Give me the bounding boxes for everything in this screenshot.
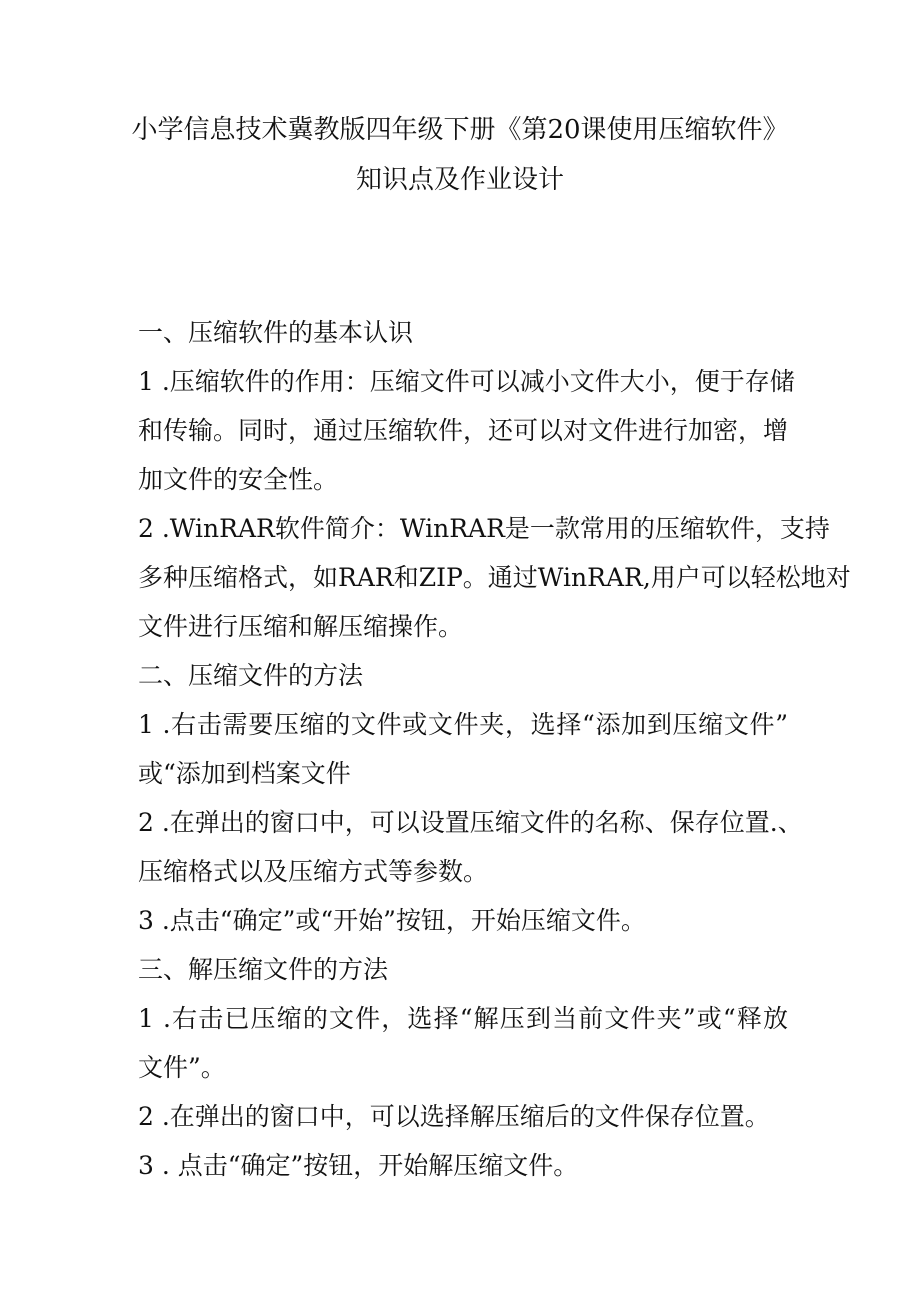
paragraph-line: 2 .在弹出的窗口中，可以选择解压缩后的文件保存位置。 — [138, 1102, 770, 1131]
paragraph-line: 和传输。同时，通过压缩软件，还可以对文件进行加密，增 — [138, 416, 789, 445]
paragraph-line: 或“添加到档案文件 — [138, 759, 351, 788]
paragraph-line: 文件进行压缩和解压缩操作。 — [138, 612, 464, 641]
paragraph-line: 1 .压缩软件的作用：压缩文件可以减小文件大小，便于存储 — [138, 367, 795, 396]
paragraph-line: 加文件的安全性。 — [138, 465, 339, 494]
paragraph-line: 文件”。 — [138, 1053, 226, 1082]
section-heading-basic-knowledge: 一、压缩软件的基本认识 — [138, 318, 414, 347]
section-heading-compress-method: 二、压缩文件的方法 — [138, 661, 364, 690]
paragraph-line: 2 .在弹出的窗口中，可以设置压缩文件的名称、保存位置.、 — [138, 808, 803, 837]
paragraph-line: 1 .右击已压缩的文件，选择“解压到当前文件夹”或“释放 — [138, 1004, 788, 1033]
paragraph-line: 压缩格式以及压缩方式等参数。 — [138, 857, 489, 886]
paragraph-line: 多种压缩格式，如RAR和ZIP。通过WinRAR,用户可以轻松地对 — [138, 563, 851, 592]
paragraph-line: 1 .右击需要压缩的文件或文件夹，选择“添加到压缩文件” — [138, 710, 788, 739]
document-title: 小学信息技术冀教版四年级下册《第20课使用压缩软件》 — [131, 115, 789, 145]
paragraph-line: 3 . 点击“确定”按钮，开始解压缩文件。 — [138, 1151, 579, 1180]
section-heading-decompress-method: 三、解压缩文件的方法 — [138, 955, 389, 984]
paragraph-line: 3 .点击“确定”或“开始”按钮，开始压缩文件。 — [138, 906, 646, 935]
document-subtitle: 知识点及作业设计 — [355, 165, 564, 195]
document-body — [138, 308, 851, 1190]
paragraph-line: 2 .WinRAR软件简介：WinRAR是一款常用的压缩软件，支持 — [138, 514, 830, 543]
